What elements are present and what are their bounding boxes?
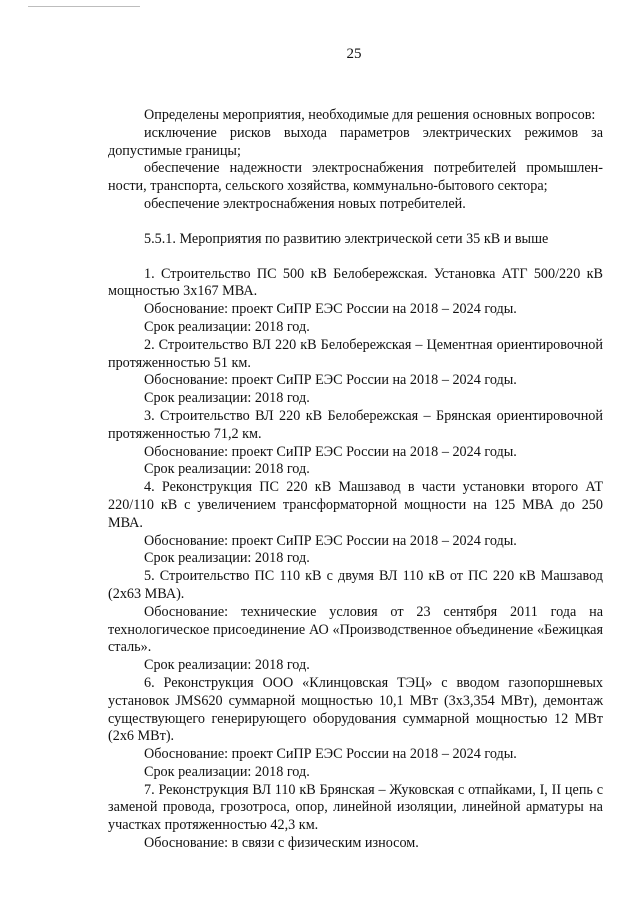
section-heading: 5.5.1. Мероприятия по развитию электрической сети 35 кВ и выше: [144, 230, 549, 247]
measure-basis: Обоснование: проект СиПР ЕЭС России на 2018 – 2024 годы.: [144, 372, 517, 389]
measure-title: 3. Строительство ВЛ 220 кВ Белобережская – Брянская ориентировочной протяженностью 71,2 км.: [108, 407, 603, 442]
measure-basis: Обоснование: проект СиПР ЕЭС России на 2018 – 2024 годы.: [144, 532, 517, 549]
measure-title: 1. Строительство ПС 500 кВ Белобережская. Установка АТГ 500/220 кВ мощностью 3х167 МВА.: [108, 265, 603, 300]
measure-basis: Обоснование: в связи с физическим износом.: [144, 835, 419, 852]
measure-term: Срок реализации: 2018 год.: [144, 461, 310, 478]
intro-item: обеспечение надежности электроснабжения потребителей промышленности, транспорта, сельского хозяйства, коммунально-бытового сектора;: [108, 160, 603, 195]
measure-title: 4. Реконструкция ПС 220 кВ Машзавод в части установки второго АТ 220/110 кВ с увеличением трансформаторной мощности на 125 МВА до 250 МВА.: [108, 479, 603, 531]
measure-title: 7. Реконструкция ВЛ 110 кВ Брянская – Жуковская с отпайками, I, II цепь с заменой провода, грозотроса, опор, линейной изоляции, линейной арматуры на участках протяженностью 42,3 км.: [108, 781, 603, 834]
measure-term: Срок реализации: 2018 год.: [144, 318, 310, 335]
measure-term: Срок реализации: 2018 год.: [144, 550, 310, 567]
intro-item: исключение рисков выхода параметров электрических режимов за допустимые границы;: [108, 124, 603, 159]
measure-term: Срок реализации: 2018 год.: [144, 390, 310, 407]
measure-basis: Обоснование: технические условия от 23 сентября 2011 года на технологическое присоединение АО «Производственное объединение «Бежицкая сталь».: [108, 603, 603, 656]
intro-lead: Определены мероприятия, необходимые для решения основных вопросов:: [144, 107, 596, 123]
top-rule: [28, 6, 140, 7]
measure-title: 6. Реконструкция ООО «Клинцовская ТЭЦ» с вводом газопоршневых установок JMS620 суммарной мощностью 10,1 МВт (3х3,354 МВт), демонтаж существующего генерирующего оборудования суммарной мощностью 12 МВт (2х6 МВт).: [108, 674, 603, 745]
measure-term: Срок реализации: 2018 год.: [144, 763, 310, 780]
spacer: [108, 249, 603, 266]
page-number: 25: [346, 46, 362, 62]
measure-basis: Обоснование: проект СиПР ЕЭС России на 2018 – 2024 годы.: [144, 746, 517, 763]
document-body: [108, 107, 603, 853]
measure-title: 2. Строительство ВЛ 220 кВ Белобережская – Цементная ориентировочной протяженностью 51 км.: [108, 336, 603, 371]
measure-basis: Обоснование: проект СиПР ЕЭС России на 2018 – 2024 годы.: [144, 301, 517, 318]
measure-basis: Обоснование: проект СиПР ЕЭС России на 2018 – 2024 годы.: [144, 443, 517, 460]
measure-term: Срок реализации: 2018 год.: [144, 657, 310, 674]
measure-title: 5. Строительство ПС 110 кВ с двумя ВЛ 110 кВ от ПС 220 кВ Машзавод (2х63 МВА).: [108, 568, 603, 602]
spacer: [108, 214, 603, 231]
intro-item: обеспечение электроснабжения новых потребителей.: [144, 195, 466, 212]
